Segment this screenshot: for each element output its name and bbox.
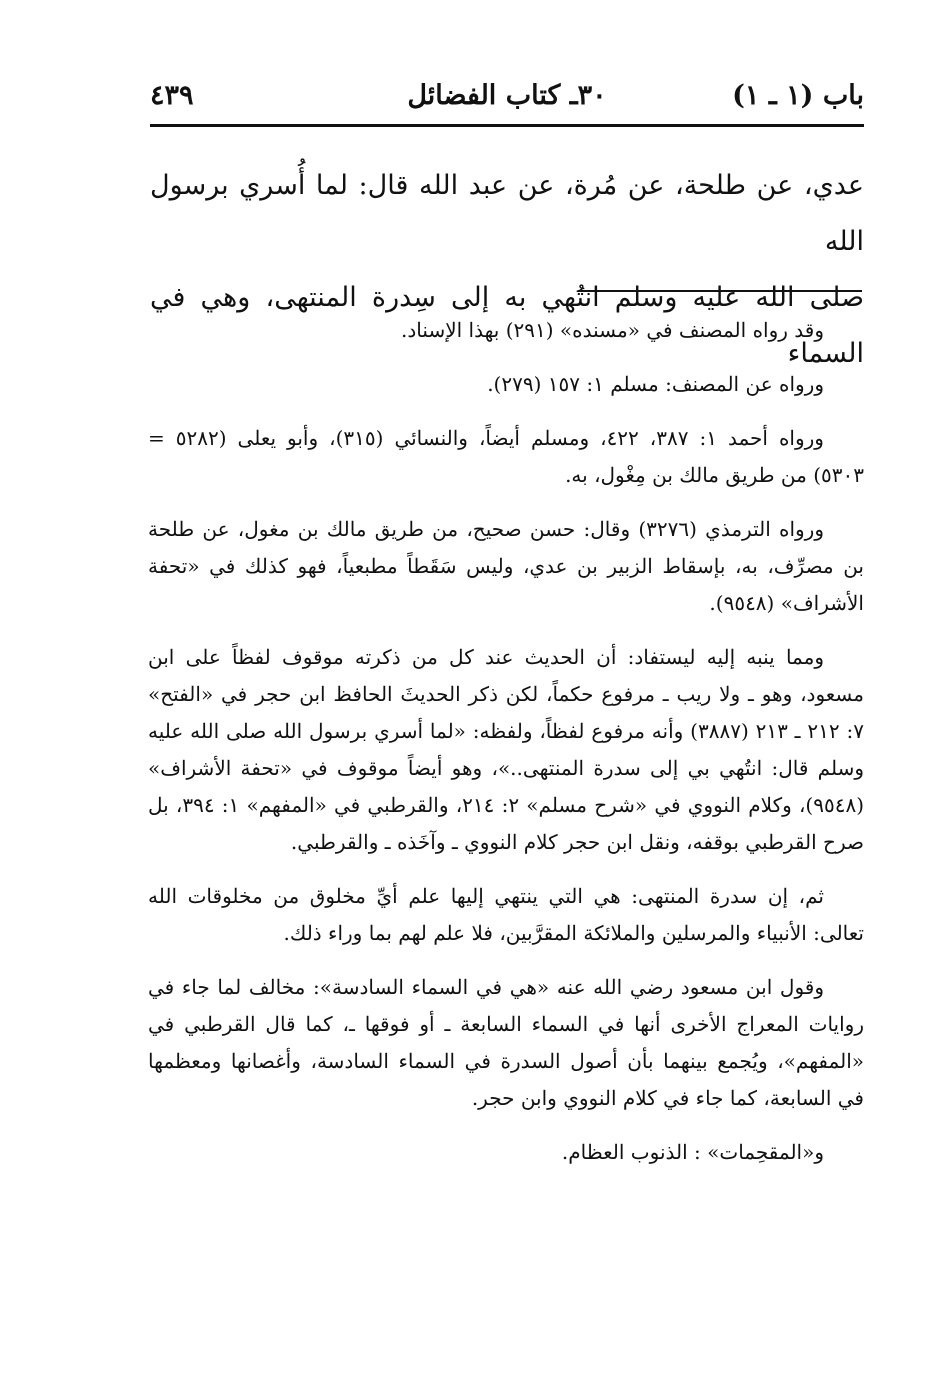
chapter-label: باب (١ ـ ١) — [732, 80, 864, 111]
footnote-divider — [578, 290, 862, 292]
footnote-paragraph: وقول ابن مسعود رضي الله عنه «هي في السماء السادسة»: مخالف لما جاء في روايات المعراج الأخرى أنها في السماء السابعة ـ أو فوقها ـ، كما قال القرطبي في «المفهم»، ويُجمع بينهما بأن أصول السدرة في السماء السادسة، وأغصانها ومعظمها في السابعة، كما جاء في كلام النووي وابن حجر. — [148, 975, 864, 1110]
footnote-paragraph: ورواه عن المصنف: مسلم ١: ١٥٧ (٢٧٩). — [487, 372, 824, 396]
footnote-paragraph: ورواه الترمذي (٣٢٧٦) وقال: حسن صحيح، من طريق مالك بن مغول، عن طلحة بن مصرِّف، به، بإسقاط الزبير بن عدي، وليس سَقَطاً مطبعياً، فهو كذلك في «تحفة الأشراف» (٩٥٤٨). — [148, 517, 864, 615]
footnotes — [148, 312, 864, 1188]
footnote-paragraph: ومما ينبه إليه ليستفاد: أن الحديث عند كل من ذكرته موقوف لفظاً على ابن مسعود، وهو ـ ولا ريب ـ مرفوع حكماً، لكن ذكر الحديثَ الحافظ ابن حجر في «الفتح» ٧: ٢١٢ ـ ٢١٣ (٣٨٨٧) وأنه مرفوع لفظاً، ولفظه: «لما أسري برسول الله صلى الله عليه وسلم قال: انتُهي بي إلى سدرة المنتهى..»، وهو أيضاً موقوف في «تحفة الأشراف» (٩٥٤٨)، وكلام النووي في «شرح مسلم» ٢: ٢١٤، والقرطبي في «المفهم» ١: ٣٩٤، بل صرح القرطبي بوقفه، ونقل ابن حجر كلام النووي ـ وآخَذه ـ والقرطبي. — [148, 645, 865, 854]
main-text-line: عدي، عن طلحة، عن مُرة، عن عبد الله قال: لما أُسري برسول الله — [150, 170, 864, 257]
footnote-paragraph: ورواه أحمد ١: ٣٨٧، ٤٢٢، ومسلم أيضاً، والنسائي (٣١٥)، وأبو يعلى (٥٢٨٢ = ٥٣٠٣) من طريق مالك بن مِغْول، به. — [148, 426, 864, 487]
footnote-paragraph: وقد رواه المصنف في «مسنده» (٢٩١) بهذا الإسناد. — [401, 318, 824, 342]
footnote-paragraph: ثم، إن سدرة المنتهى: هي التي ينتهي إليها علم أيِّ مخلوق من مخلوقات الله تعالى: الأنبياء والمرسلين والملائكة المقرَّبين، فلا علم لهم بما وراء ذلك. — [148, 884, 864, 945]
main-text-line: صلى الله عليه وسلم انتُهي به إلى سِدرة المنتهى، وهي في السماء — [150, 282, 864, 369]
book-title: ٣٠ـ كتاب الفضائل — [407, 80, 607, 111]
footnote-paragraph: و«المقحِمات» : الذنوب العظام. — [561, 1140, 824, 1164]
page-number: ٤٣٩ — [150, 80, 194, 111]
header-divider — [150, 124, 864, 127]
running-header — [150, 78, 864, 124]
